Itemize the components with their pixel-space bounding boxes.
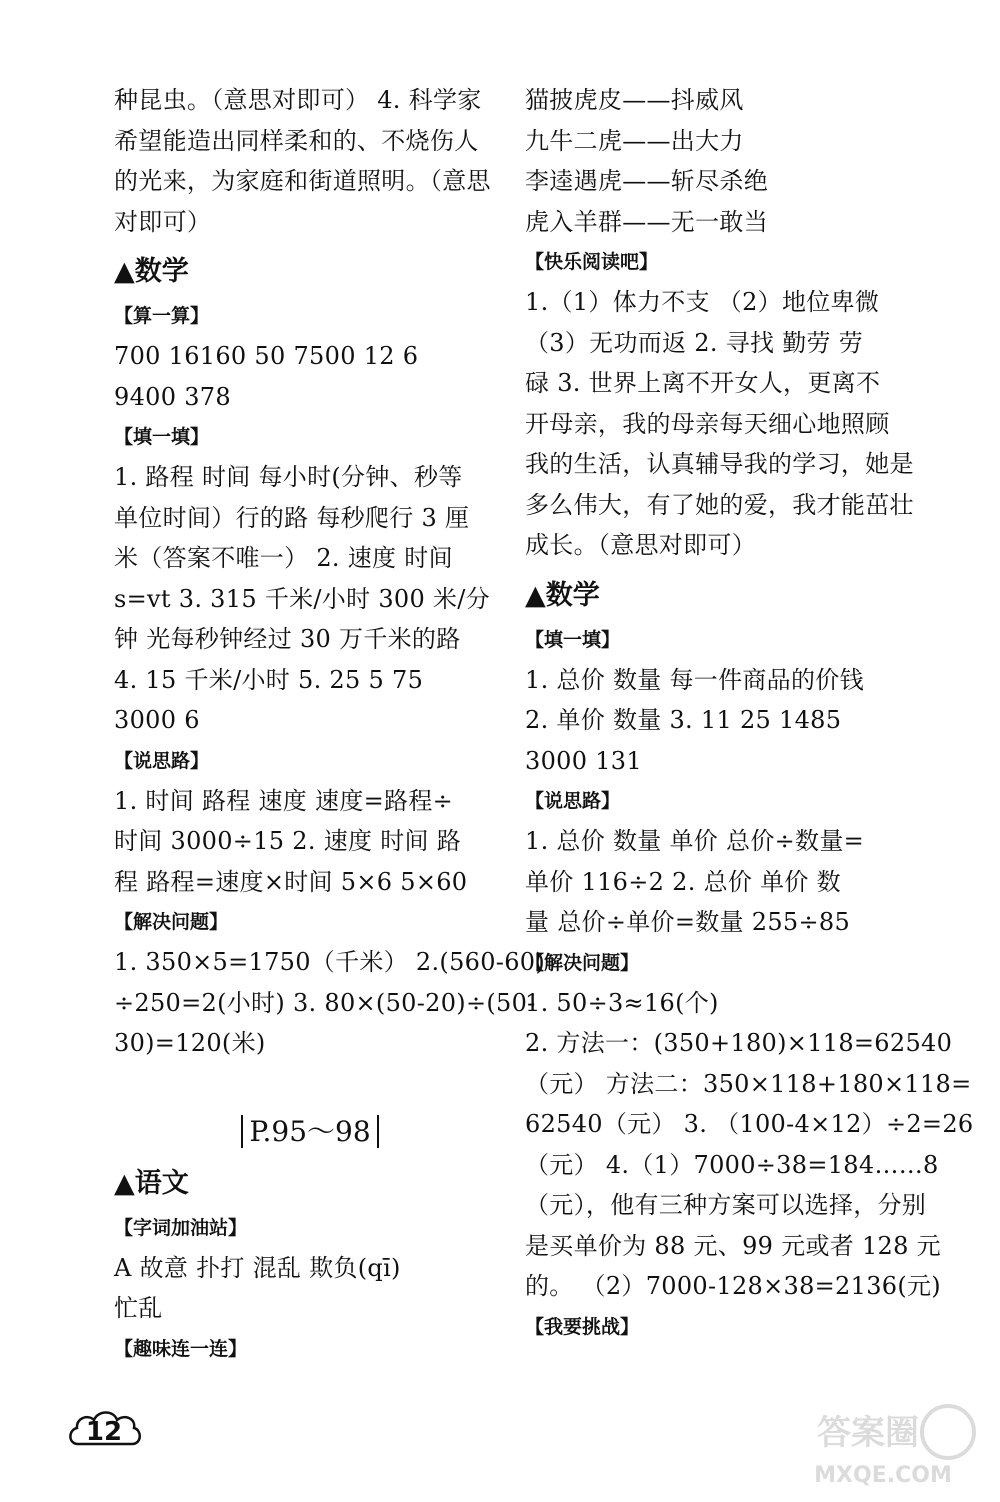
idiom-line: 猫披虎皮——抖威风 (525, 86, 744, 114)
text-line: （3）无功而返 2. 寻找 勤劳 劳 (525, 328, 864, 357)
text-line: 2. 单价 数量 3. 11 25 1485 (525, 706, 842, 734)
text-line: 3000 131 (525, 746, 642, 775)
text-line: 忙乱 (114, 1294, 163, 1322)
text-line: 碌 3. 世界上离不开女人，更离不 (525, 369, 881, 397)
text-line: s=vt 3. 315 千米/小时 300 米/分 (114, 584, 490, 613)
text-line: 3000 6 (114, 706, 200, 734)
text-line: 62540（元） 3. （100-4×12）÷2=26 (525, 1110, 974, 1138)
quwei-heading: 【趣味连一连】 (114, 1337, 248, 1360)
text-line: 是买单价为 88 元、99 元或者 128 元 (525, 1231, 941, 1260)
text-line: 成长。（意思对即可） (525, 531, 756, 559)
idiom-line: 九牛二虎——出大力 (525, 126, 744, 155)
yuwen-section-heading: ▲语文 (114, 1167, 189, 1199)
text-line: 1.（1）体力不支 （2）地位卑微 (525, 288, 880, 316)
text-line: 米（答案不唯一） 2. 速度 时间 (114, 544, 453, 572)
text-line: 1. 350×5=1750（千米） 2.(560-60) (114, 948, 546, 976)
text-line: 1. 50÷3≈16(个) (525, 988, 719, 1017)
text-line: ÷250=2(小时) 3. 80×(50-20)÷(50- (114, 988, 536, 1017)
cloud-icon (64, 1404, 144, 1458)
text-line: （元） 方法二：350×118+180×118= (525, 1069, 972, 1098)
text-line: 开母亲，我的母亲每天细心地照顾 (525, 409, 890, 438)
text-line: 的。 （2）7000-128×38=2136(元) (525, 1272, 941, 1300)
text-line: （元），他有三种方案可以选择，分别 (525, 1191, 927, 1219)
text-line: 时间 3000÷15 2. 速度 时间 路 (114, 827, 462, 855)
tiaozhan-heading: 【我要挑战】 (525, 1315, 640, 1338)
idiom-line: 虎入羊群——无一敢当 (525, 207, 768, 236)
tian-heading: 【填一填】 (525, 628, 621, 651)
math-section-heading: ▲数学 (114, 256, 189, 287)
text-line: 4. 15 千米/小时 5. 25 5 75 (114, 665, 424, 694)
text-line: 我的生活，认真辅导我的学习，她是 (525, 450, 914, 478)
text-line: （元） 4.（1）7000÷38=184……8 (525, 1150, 939, 1179)
ziyu-heading: 【字词加油站】 (114, 1216, 248, 1239)
text-line: 量 总价÷单价=数量 255÷85 (525, 908, 851, 936)
left-column (114, 80, 546, 1369)
jie-heading: 【解决问题】 (114, 911, 229, 933)
text-line: 希望能造出同样柔和的、不烧伤人 (114, 126, 479, 155)
page-range-label: P.95～98 (241, 1115, 378, 1148)
idiom-line: 李逵遇虎——斩尽杀绝 (525, 167, 768, 195)
text-line: 对即可） (114, 207, 212, 236)
text-line: 700 16160 50 7500 12 6 (114, 342, 419, 370)
math-section-heading: ▲数学 (525, 579, 600, 611)
right-column (525, 80, 974, 1347)
text-line: 2. 方法一：(350+180)×118=62540 (525, 1029, 953, 1057)
page-number: 12 (85, 1417, 123, 1447)
shuo-heading: 【说思路】 (525, 790, 621, 812)
text-line: 单位时间）行的路 每秒爬行 3 厘 (114, 503, 470, 532)
text-line: 1. 总价 数量 单价 总价÷数量= (525, 827, 865, 855)
tian-heading: 【填一填】 (114, 426, 210, 448)
text-line: 单价 116÷2 2. 总价 单价 数 (525, 867, 841, 896)
text-line: 程 路程=速度×时间 5×6 5×60 (114, 867, 468, 896)
text-line: A 故意 扑打 混乱 欺负(qī) (114, 1253, 401, 1282)
kuaile-heading: 【快乐阅读吧】 (525, 251, 659, 273)
text-line: 1. 路程 时间 每小时(分钟、秒等 (114, 463, 463, 491)
page-number-badge (64, 1404, 144, 1458)
jie-heading: 【解决问题】 (525, 951, 640, 974)
text-line: 1. 总价 数量 每一件商品的价钱 (525, 665, 864, 694)
page-range-heading (114, 1110, 506, 1154)
text-line: 9400 378 (114, 382, 231, 411)
shuo-heading: 【说思路】 (114, 749, 210, 772)
text-line: 钟 光每秒钟经过 30 万千米的路 (114, 625, 461, 653)
watermark-logo-text: 答案圈 (817, 1413, 919, 1453)
watermark (788, 1400, 978, 1490)
text-line: 的光来，为家庭和街道照明。（意思 (114, 167, 491, 195)
text-line: 1. 时间 路程 速度 速度=路程÷ (114, 786, 454, 815)
text-line: 种昆虫。（意思对即可） 4. 科学家 (114, 86, 482, 114)
watermark-logo-icon (788, 1400, 978, 1490)
suan-heading: 【算一算】 (114, 305, 210, 327)
text-line: 多么伟大，有了她的爱，我才能茁壮 (525, 490, 914, 519)
text-line: 30)=120(米) (114, 1029, 266, 1057)
watermark-url: MXQE.COM (814, 1463, 952, 1488)
